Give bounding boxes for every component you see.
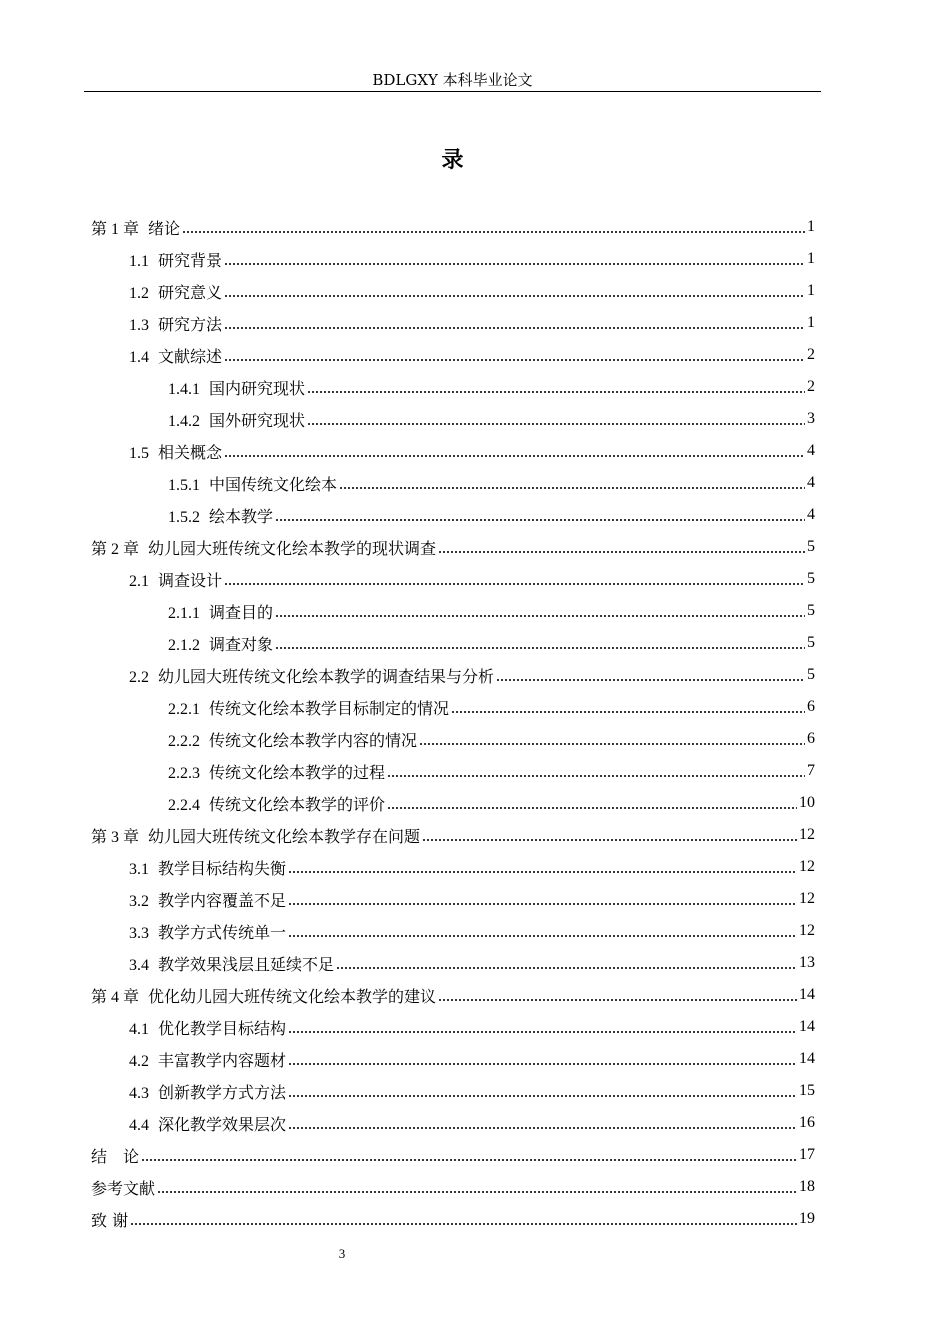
toc-entry-page: 1 [807, 282, 815, 299]
toc-entry-page: 3 [807, 410, 815, 427]
toc-entry-title: 教学内容覆盖不足 [158, 890, 287, 910]
toc-entry[interactable] [91, 819, 815, 851]
toc-entry-page: 7 [807, 762, 815, 779]
toc-leader-dots [141, 1146, 797, 1164]
toc-leader-dots [387, 794, 797, 812]
toc-entry-title: 教学效果浅层且延续不足 [158, 954, 335, 974]
toc-entry-number: 第 3 章 [91, 828, 140, 846]
toc-leader-dots [288, 1114, 797, 1132]
toc-entry-page: 2 [807, 378, 815, 395]
toc-leader-dots [307, 378, 805, 396]
toc-entry-page: 5 [807, 666, 815, 683]
toc-entry-number: 1.5 [129, 444, 149, 462]
toc-leader-dots [288, 1050, 797, 1068]
toc-entry-title: 传统文化绘本教学目标制定的情况 [209, 698, 450, 718]
toc-entry-page: 5 [807, 538, 815, 555]
toc-entry[interactable] [91, 467, 815, 499]
toc-entry[interactable] [91, 851, 815, 883]
toc-entry-title: 优化教学目标结构 [158, 1018, 287, 1038]
toc-entry-label [168, 408, 305, 431]
toc-entry[interactable] [91, 1203, 815, 1235]
toc-leader-dots [288, 1018, 797, 1036]
toc-entry-label [91, 824, 420, 847]
running-header: BDLGXY 本科毕业论文 [372, 71, 533, 89]
toc-entry[interactable] [91, 403, 815, 435]
toc-entry-number: 2.1 [129, 572, 149, 590]
toc-leader-dots [339, 474, 805, 492]
toc-entry-title: 优化幼儿园大班传统文化绘本教学的建议 [148, 986, 437, 1006]
toc-leader-dots [130, 1210, 797, 1228]
toc-entry-label [168, 696, 449, 719]
toc-entry-page: 18 [799, 1178, 815, 1195]
toc-entry-title: 调查对象 [209, 634, 274, 654]
toc-entry[interactable] [91, 499, 815, 531]
toc-entry-page: 1 [807, 218, 815, 235]
toc-entry-label [91, 536, 436, 559]
page-number: 3 [338, 1246, 346, 1261]
toc-entry-title: 幼儿园大班传统文化绘本教学的现状调查 [148, 538, 437, 558]
toc-entry-page: 16 [799, 1114, 815, 1131]
toc-entry[interactable] [91, 339, 815, 371]
toc-entry-title: 传统文化绘本教学的过程 [209, 762, 386, 782]
toc-leader-dots [422, 826, 797, 844]
toc-entry-title: 教学目标结构失衡 [158, 858, 287, 878]
toc-entry-label [129, 1080, 286, 1103]
toc-entry-number: 4.2 [129, 1052, 149, 1070]
toc-entry-label [129, 920, 286, 943]
toc-entry[interactable] [91, 307, 815, 339]
toc-entry-label [91, 1208, 128, 1231]
toc-entry[interactable] [91, 915, 815, 947]
toc-entry-title: 绘本教学 [209, 506, 274, 526]
toc-entry-label [129, 312, 222, 335]
toc-leader-dots [451, 698, 805, 716]
toc-entry-number: 1.2 [129, 284, 149, 302]
toc-entry-label [168, 600, 273, 623]
toc-leader-dots [224, 250, 805, 268]
toc-entry-number: 3.2 [129, 892, 149, 910]
toc-leader-dots [275, 634, 805, 652]
toc-entry[interactable] [91, 275, 815, 307]
toc-leader-dots [288, 1082, 797, 1100]
toc-entry[interactable] [91, 979, 815, 1011]
toc-entry-label [129, 664, 494, 687]
toc-entry-page: 1 [807, 250, 815, 267]
toc-entry-title: 结 论 [91, 1146, 140, 1166]
toc-entry-page: 2 [807, 346, 815, 363]
toc-entry-title: 丰富教学内容题材 [158, 1050, 287, 1070]
toc-entry-number: 1.1 [129, 252, 149, 270]
toc-entry[interactable] [91, 243, 815, 275]
toc-entry-number: 3.3 [129, 924, 149, 942]
toc-entry-title: 传统文化绘本教学内容的情况 [209, 730, 418, 750]
toc-entry-label [129, 568, 222, 591]
toc-entry-label [129, 888, 286, 911]
toc-entry-page: 12 [799, 826, 815, 843]
toc-entry-label [129, 440, 222, 463]
table-of-contents [91, 211, 815, 1235]
toc-entry-page: 14 [799, 986, 815, 1003]
toc-entry[interactable] [91, 659, 815, 691]
toc-entry-label [168, 472, 337, 495]
toc-entry-title: 国外研究现状 [209, 410, 306, 430]
toc-entry-number: 2.2.3 [168, 764, 200, 782]
toc-entry-number: 2.1.1 [168, 604, 200, 622]
toc-entry[interactable] [91, 531, 815, 563]
toc-entry[interactable] [91, 1171, 815, 1203]
toc-entry-title: 深化教学效果层次 [158, 1114, 287, 1134]
toc-leader-dots [336, 954, 797, 972]
toc-entry-page: 4 [807, 474, 815, 491]
toc-leader-dots [419, 730, 805, 748]
toc-entry-title: 研究意义 [158, 282, 223, 302]
toc-entry-title: 相关概念 [158, 442, 223, 462]
toc-entry-number: 3.4 [129, 956, 149, 974]
toc-entry-title: 传统文化绘本教学的评价 [209, 794, 386, 814]
toc-entry-label [129, 856, 286, 879]
toc-entry-label [129, 280, 222, 303]
toc-entry-label [91, 1144, 139, 1167]
toc-title: 录 [441, 148, 464, 173]
toc-leader-dots [307, 410, 805, 428]
toc-leader-dots [288, 922, 797, 940]
header-rule [84, 91, 821, 92]
toc-entry-title: 研究背景 [158, 250, 223, 270]
toc-entry-page: 6 [807, 730, 815, 747]
toc-leader-dots [182, 218, 805, 236]
toc-entry-title: 绪论 [148, 218, 181, 238]
toc-entry-page: 14 [799, 1050, 815, 1067]
toc-entry-number: 1.4.2 [168, 412, 200, 430]
toc-entry[interactable] [91, 627, 815, 659]
toc-entry-title: 创新教学方式方法 [158, 1082, 287, 1102]
toc-entry-title: 调查目的 [209, 602, 274, 622]
toc-leader-dots [224, 282, 805, 300]
toc-entry-number: 1.4 [129, 348, 149, 366]
toc-entry[interactable] [91, 947, 815, 979]
toc-entry-number: 4.4 [129, 1116, 149, 1134]
toc-entry[interactable] [91, 883, 815, 915]
toc-entry-title: 参考文献 [91, 1178, 156, 1198]
toc-entry-number: 4.3 [129, 1084, 149, 1102]
toc-entry-number: 2.2.1 [168, 700, 200, 718]
toc-entry[interactable] [91, 691, 815, 723]
toc-entry-number: 1.3 [129, 316, 149, 334]
toc-entry-page: 10 [799, 794, 815, 811]
toc-entry-label [168, 792, 385, 815]
toc-leader-dots [438, 538, 805, 556]
toc-entry[interactable] [91, 1107, 815, 1139]
toc-leader-dots [224, 570, 805, 588]
toc-entry[interactable] [91, 723, 815, 755]
toc-entry-page: 12 [799, 890, 815, 907]
toc-leader-dots [224, 346, 805, 364]
toc-entry-label [168, 728, 417, 751]
toc-entry-page: 14 [799, 1018, 815, 1035]
toc-entry[interactable] [91, 595, 815, 627]
toc-entry-number: 第 1 章 [91, 220, 140, 238]
toc-entry[interactable] [91, 755, 815, 787]
toc-entry[interactable] [91, 1043, 815, 1075]
toc-entry-number: 3.1 [129, 860, 149, 878]
toc-entry[interactable] [91, 563, 815, 595]
toc-entry-number: 2.1.2 [168, 636, 200, 654]
toc-entry-label [129, 344, 222, 367]
toc-entry[interactable] [91, 371, 815, 403]
toc-entry-number: 1.4.1 [168, 380, 200, 398]
toc-entry-title: 幼儿园大班传统文化绘本教学的调查结果与分析 [158, 666, 495, 686]
toc-entry-page: 5 [807, 570, 815, 587]
toc-entry-number: 2.2.2 [168, 732, 200, 750]
toc-entry-page: 5 [807, 602, 815, 619]
toc-entry-number: 2.2 [129, 668, 149, 686]
toc-leader-dots [275, 506, 805, 524]
toc-entry-number: 第 4 章 [91, 988, 140, 1006]
toc-entry-page: 4 [807, 442, 815, 459]
toc-entry-label [129, 1016, 286, 1039]
toc-entry-label [129, 1048, 286, 1071]
toc-leader-dots [275, 602, 805, 620]
toc-entry-label [129, 1112, 286, 1135]
toc-entry-title: 教学方式传统单一 [158, 922, 287, 942]
toc-leader-dots [224, 442, 805, 460]
toc-entry-label [129, 952, 334, 975]
toc-entry[interactable] [91, 1011, 815, 1043]
toc-entry-page: 12 [799, 922, 815, 939]
toc-entry-title: 国内研究现状 [209, 378, 306, 398]
toc-entry-page: 5 [807, 634, 815, 651]
toc-entry-label [168, 632, 273, 655]
toc-leader-dots [224, 314, 805, 332]
toc-entry-page: 19 [799, 1210, 815, 1227]
toc-leader-dots [157, 1178, 797, 1196]
toc-leader-dots [438, 986, 797, 1004]
toc-entry-number: 第 2 章 [91, 540, 140, 558]
toc-entry-label [168, 376, 305, 399]
toc-entry-label [91, 216, 180, 239]
toc-entry-number: 4.1 [129, 1020, 149, 1038]
toc-entry[interactable] [91, 211, 815, 243]
toc-entry-title: 研究方法 [158, 314, 223, 334]
toc-leader-dots [496, 666, 805, 684]
toc-entry-page: 4 [807, 506, 815, 523]
toc-entry-label [168, 504, 273, 527]
toc-entry[interactable] [91, 1139, 815, 1171]
toc-entry-number: 1.5.1 [168, 476, 200, 494]
toc-entry-page: 15 [799, 1082, 815, 1099]
toc-entry[interactable] [91, 787, 815, 819]
toc-entry[interactable] [91, 1075, 815, 1107]
toc-entry[interactable] [91, 435, 815, 467]
toc-leader-dots [288, 858, 797, 876]
toc-entry-title: 幼儿园大班传统文化绘本教学存在问题 [148, 826, 421, 846]
toc-entry-title: 中国传统文化绘本 [209, 474, 338, 494]
toc-entry-label [129, 248, 222, 271]
toc-entry-title: 致 谢 [91, 1210, 129, 1230]
toc-entry-page: 6 [807, 698, 815, 715]
toc-entry-title: 调查设计 [158, 570, 223, 590]
toc-entry-label [168, 760, 385, 783]
toc-entry-page: 1 [807, 314, 815, 331]
toc-entry-label [91, 984, 436, 1007]
toc-entry-page: 17 [799, 1146, 815, 1163]
toc-entry-label [91, 1176, 155, 1199]
toc-entry-title: 文献综述 [158, 346, 223, 366]
toc-leader-dots [387, 762, 805, 780]
toc-leader-dots [288, 890, 797, 908]
toc-entry-number: 2.2.4 [168, 796, 200, 814]
toc-entry-page: 13 [799, 954, 815, 971]
toc-entry-number: 1.5.2 [168, 508, 200, 526]
toc-entry-page: 12 [799, 858, 815, 875]
